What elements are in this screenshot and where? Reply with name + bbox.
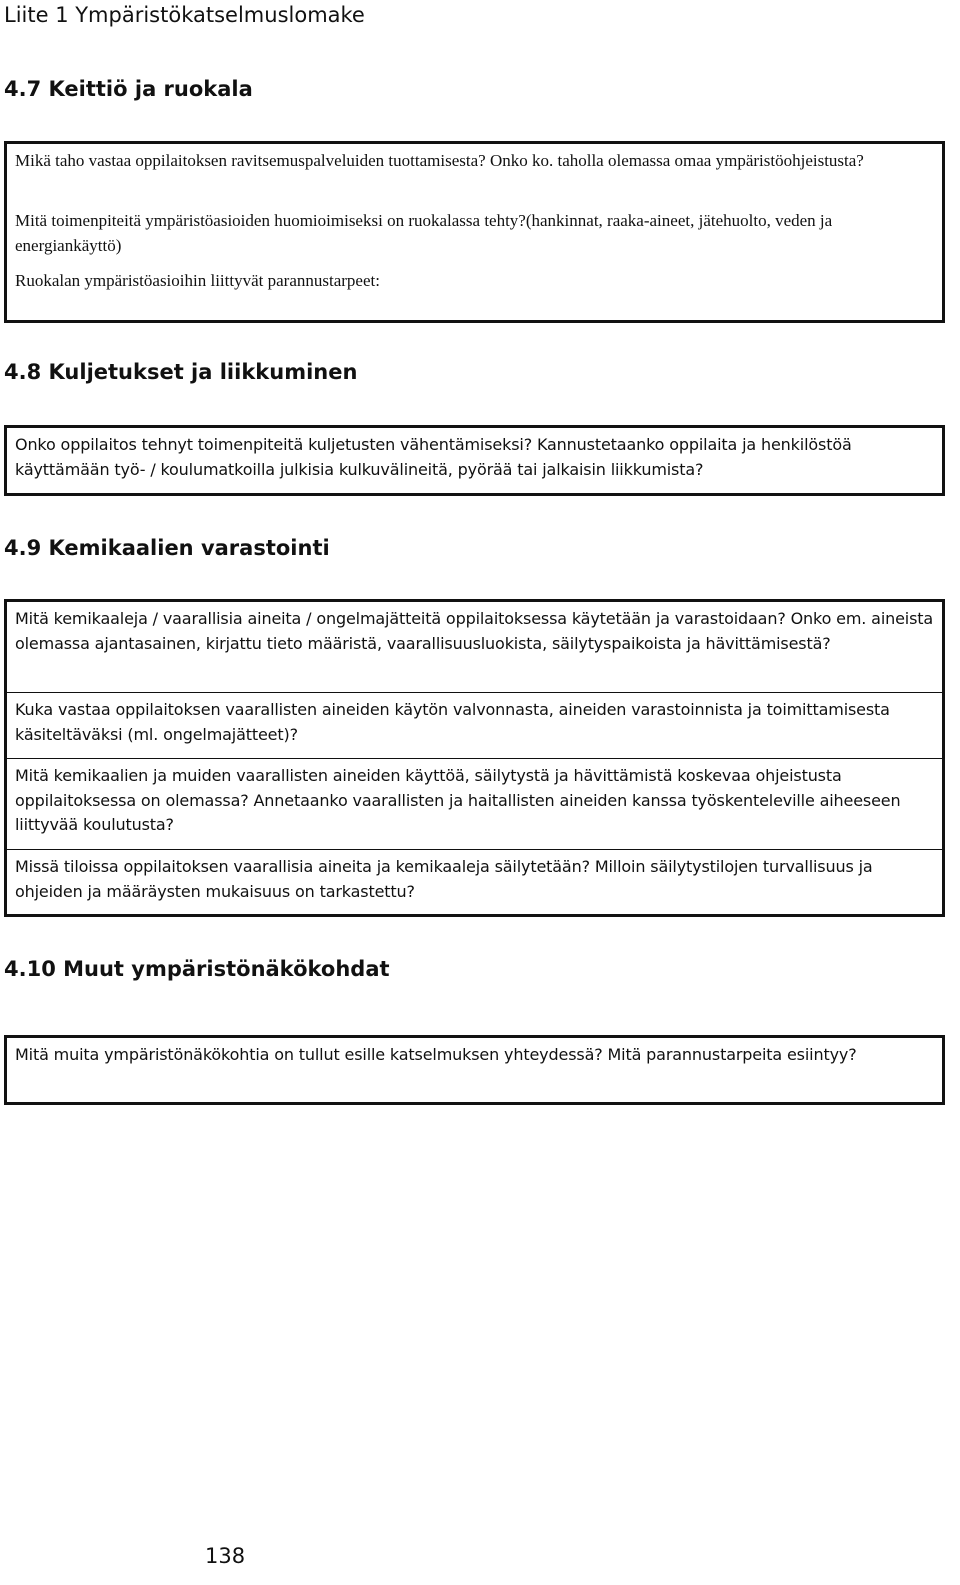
question-box-4-7: [4, 141, 945, 323]
section-heading-4-9: 4.9 Kemikaalien varastointi: [4, 536, 330, 560]
question-cell: Missä tiloissa oppilaitoksen vaarallisia aineita ja kemikaaleja säilytetään? Milloin säilytystilojen turvallisuus ja ohjeiden ja määräysten mukaisuus on tarkastettu?: [7, 849, 942, 914]
question-cell: Mikä taho vastaa oppilaitoksen ravitsemuspalveluiden tuottamisesta? Onko ko. taholla olemassa omaa ympäristöohjeistusta?: [15, 151, 864, 170]
page-number: 138: [205, 1544, 246, 1568]
question-cell: Mitä kemikaalien ja muiden vaarallisten aineiden käyttöä, säilytystä ja hävittämistä koskevaa ohjeistusta oppilaitoksessa on olemassa? Annetaanko vaarallisten ja haitallisten aineiden kanssa työskenteleville aiheeseen liittyvää koulutusta?: [7, 758, 942, 849]
section-heading-4-7: 4.7 Keittiö ja ruokala: [4, 77, 253, 101]
document-header: Liite 1 Ympäristökatselmuslomake: [4, 3, 365, 27]
question-box-4-9: [4, 599, 945, 917]
section-heading-4-10: 4.10 Muut ympäristönäkökohdat: [4, 957, 390, 981]
question-cell: Kuka vastaa oppilaitoksen vaarallisten aineiden käytön valvonnasta, aineiden varastoinnista ja toimittamisesta käsiteltäväksi (ml. ongelmajätteet)?: [7, 692, 942, 758]
question-cell: Onko oppilaitos tehnyt toimenpiteitä kuljetusten vähentämiseksi? Kannustetaanko oppilaita ja henkilöstöä käyttämään työ- / koulumatkoilla julkisia kulkuvälineitä, pyörää tai jalkaisin liikkumista?: [15, 435, 852, 479]
section-heading-4-8: 4.8 Kuljetukset ja liikkuminen: [4, 360, 358, 384]
question-box-4-10: [4, 1035, 945, 1105]
question-box-4-8: [4, 425, 945, 496]
question-cell: Mitä toimenpiteitä ympäristöasioiden huomioimiseksi on ruokalassa tehty?(hankinnat, raaka-aineet, jätehuolto, veden ja energiankäyttö): [15, 211, 833, 255]
question-cell: Mitä muita ympäristönäkökohtia on tullut esille katselmuksen yhteydessä? Mitä parannustarpeita esiintyy?: [15, 1045, 857, 1064]
question-cell: Mitä kemikaaleja / vaarallisia aineita / ongelmajätteitä oppilaitoksessa käytetään ja varastoidaan? Onko em. aineista olemassa ajantasainen, kirjattu tieto määristä, vaarallisuusluokista, säilytyspaikoista ja hävittämisestä?: [15, 609, 934, 653]
question-cell: Ruokalan ympäristöasioihin liittyvät parannustarpeet:: [15, 271, 380, 290]
